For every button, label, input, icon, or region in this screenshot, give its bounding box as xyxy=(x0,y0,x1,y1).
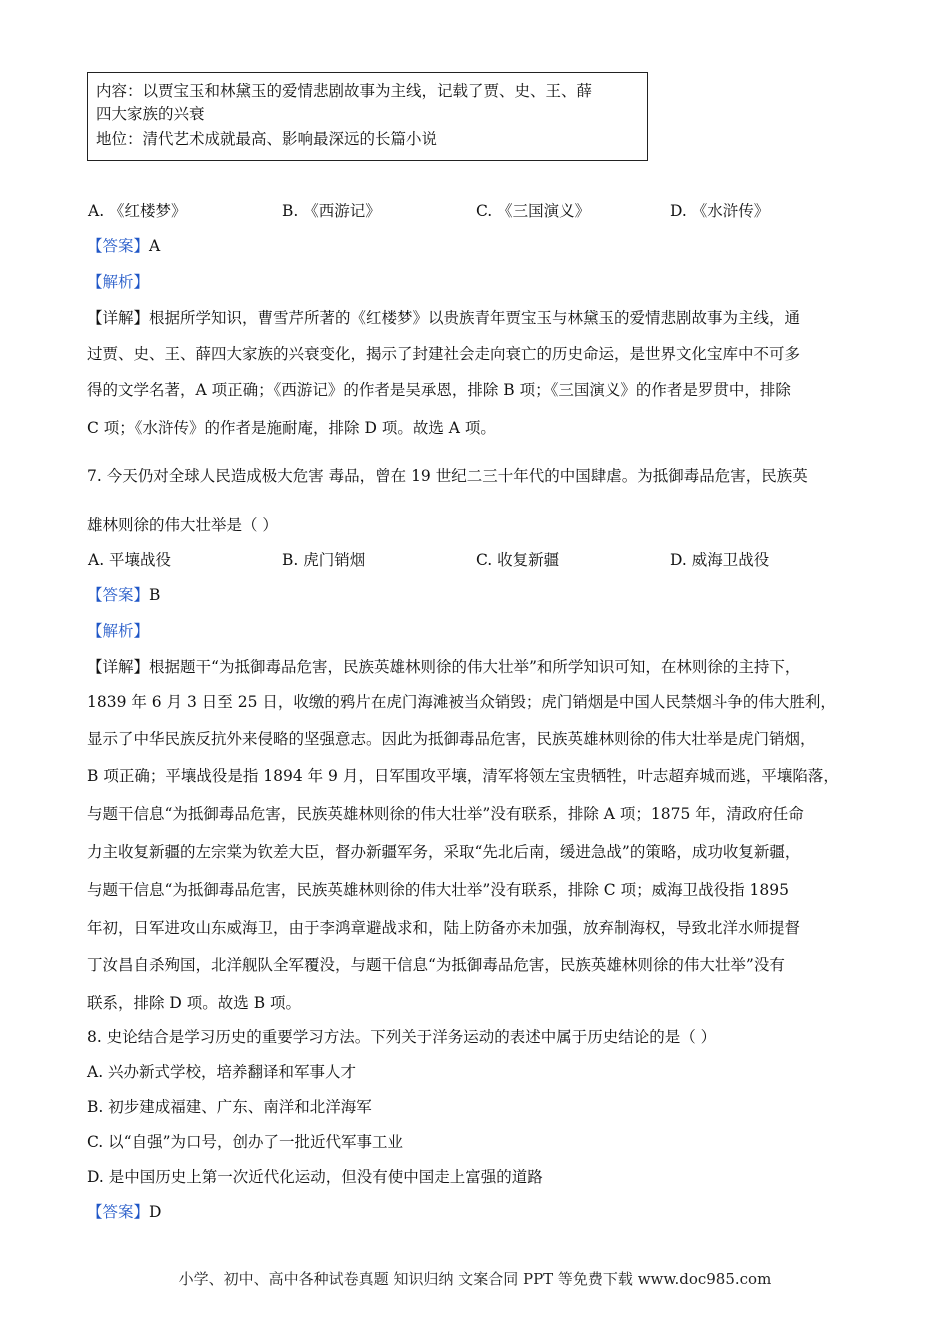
q7-detail-line-1 xyxy=(87,657,800,677)
q7-detail-line-7: 与题干信息“为抵御毒品危害，民族英雄林则徐的伟大壮举”没有联系，排除 C 项；威海卫战役指 1895 xyxy=(87,881,789,899)
q8-option-c: C. 以“自强”为口号，创办了一批近代军事工业 xyxy=(87,1133,404,1151)
q7-detail-line-4: B 项正确；平壤战役是指 1894 年 9 月，日军围攻平壤，清军将领左宝贵牺牲，叶志超弃城而逃，平壤陷落， xyxy=(87,767,839,785)
q7-detail-line-10: 联系，排除 D 项。故选 B 项。 xyxy=(87,994,302,1012)
q7-stem-line-1: 7. 今天仍对全球人民造成极大危害 毒品，曾在 19 世纪二三十年代的中国肆虐。为抵御毒品危害，民族英 xyxy=(87,467,808,485)
excerpt-status-line: 地位：清代艺术成就最高、影响最深远的长篇小说 xyxy=(96,130,438,148)
detail-text: 根据所学知识，曹雪芹所著的《红楼梦》以贵族青年贾宝玉与林黛玉的爱情悲剧故事为主线，通 xyxy=(149,309,801,327)
q8-option-b: B. 初步建成福建、广东、南洋和北洋海军 xyxy=(87,1098,372,1116)
q7-detail-line-2: 1839 年 6 月 3 日至 25 日，收缴的鸦片在虎门海滩被当众销毁；虎门销烟是中国人民禁烟斗争的伟大胜利， xyxy=(87,693,836,711)
q7-analysis-label: 【解析】 xyxy=(87,622,150,640)
q8-option-a: A. 兴办新式学校，培养翻译和军事人才 xyxy=(87,1063,357,1081)
answer-label: 【答案】 xyxy=(87,237,150,255)
detail-text: 根据题干“为抵御毒品危害，民族英雄林则徐的伟大壮举”和所学知识可知，在林则徐的主持下， xyxy=(149,658,801,676)
answer-value: A xyxy=(149,237,161,255)
q6-analysis-label: 【解析】 xyxy=(87,273,150,291)
q8-option-d: D. 是中国历史上第一次近代化运动，但没有使中国走上富强的道路 xyxy=(87,1168,543,1186)
q6-option-d: D. 《水浒传》 xyxy=(670,202,770,220)
page-footer: 小学、初中、高中各种试卷真题 知识归纳 文案合同 PPT 等免费下载 www.doc985.com xyxy=(178,1270,772,1288)
excerpt-content-line-2: 四大家族的兴衰 xyxy=(96,105,205,123)
detail-label: 【详解】 xyxy=(87,658,150,676)
q8-answer xyxy=(87,1202,161,1222)
q7-detail-line-3: 显示了中华民族反抗外来侵略的坚强意志。因此为抵御毒品危害，民族英雄林则徐的伟大壮举是虎门销烟， xyxy=(87,730,816,748)
q6-option-a: A. 《红楼梦》 xyxy=(88,202,187,220)
q7-detail-line-6: 力主收复新疆的左宗棠为钦差大臣，督办新疆军务，采取“先北后南，缓进急战”的策略，成功收复新疆， xyxy=(87,843,801,861)
q6-option-b: B. 《西游记》 xyxy=(282,202,381,220)
q6-detail-line-4: C 项；《水浒传》的作者是施耐庵，排除 D 项。故选 A 项。 xyxy=(87,419,496,437)
q7-stem-line-2: 雄林则徐的伟大壮举是（ ） xyxy=(87,516,278,534)
excerpt-content-line-1: 内容：以贾宝玉和林黛玉的爱情悲剧故事为主线，记载了贾、史、王、薛 xyxy=(96,82,593,100)
q7-option-b: B. 虎门销烟 xyxy=(282,551,366,569)
q7-detail-line-5: 与题干信息“为抵御毒品危害，民族英雄林则徐的伟大壮举”没有联系，排除 A 项；1875 年，清政府任命 xyxy=(87,805,804,823)
answer-label: 【答案】 xyxy=(87,586,150,604)
answer-value: D xyxy=(149,1203,162,1221)
q7-detail-line-8: 年初，日军进攻山东威海卫，由于李鸿章避战求和，陆上防备亦未加强，放弃制海权，导致北洋水师提督 xyxy=(87,919,801,937)
answer-value: B xyxy=(149,586,161,604)
q8-stem: 8. 史论结合是学习历史的重要学习方法。下列关于洋务运动的表述中属于历史结论的是（ ） xyxy=(87,1028,717,1046)
q6-detail-line-1 xyxy=(87,308,800,328)
answer-label: 【答案】 xyxy=(87,1203,150,1221)
q7-option-a: A. 平壤战役 xyxy=(88,551,172,569)
q6-option-c: C. 《三国演义》 xyxy=(476,202,591,220)
q7-answer xyxy=(87,585,160,605)
q6-answer xyxy=(87,236,160,256)
q7-option-c: C. 收复新疆 xyxy=(476,551,560,569)
q7-detail-line-9: 丁汝昌自杀殉国，北洋舰队全军覆没，与题干信息“为抵御毒品危害，民族英雄林则徐的伟大壮举”没有 xyxy=(87,956,785,974)
detail-label: 【详解】 xyxy=(87,309,150,327)
q6-detail-line-3: 得的文学名著，A 项正确；《西游记》的作者是吴承恩，排除 B 项；《三国演义》的作者是罗贯中，排除 xyxy=(87,381,791,399)
q6-detail-line-2: 过贾、史、王、薛四大家族的兴衰变化，揭示了封建社会走向衰亡的历史命运，是世界文化宝库中不可多 xyxy=(87,345,801,363)
q7-option-d: D. 威海卫战役 xyxy=(670,551,770,569)
